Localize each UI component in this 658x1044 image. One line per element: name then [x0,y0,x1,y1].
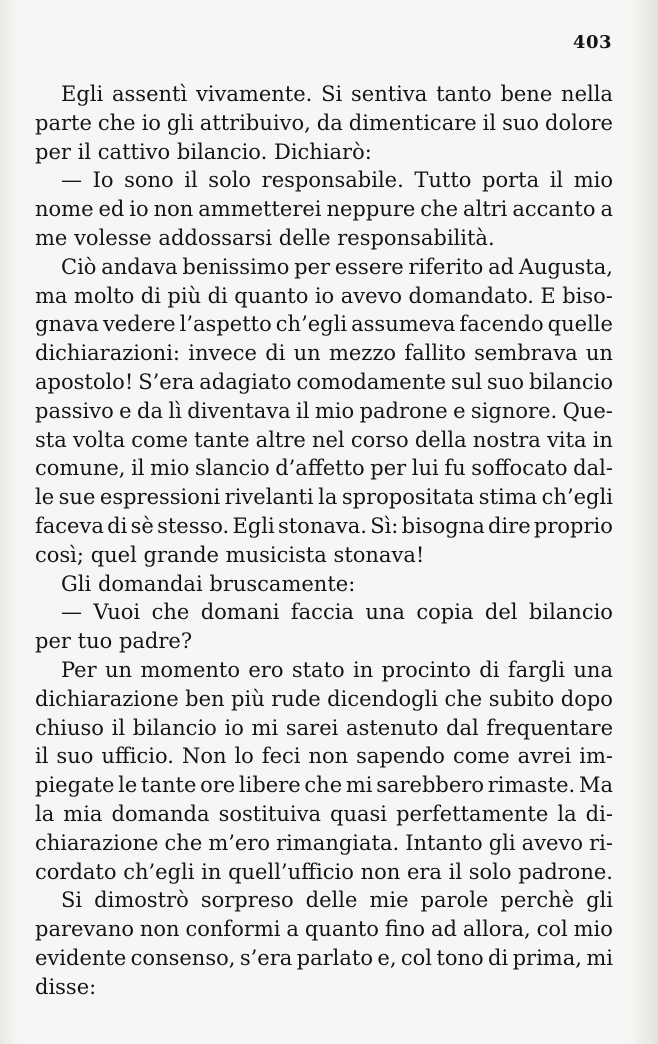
text-line: Ciò andava benissimo per essere riferito ad Augusta, [61,254,613,279]
text-line: sta volta come tante altre nel corso della nostra vita in [35,427,613,452]
text-line: faceva di sè stesso. Egli stonava. Sì: bisogna dire proprio [35,513,613,538]
text-line: Si dimostrò sorpreso delle mie parole perchè gli [61,888,613,913]
page-number: 403 [572,32,612,53]
text-line: dichiarazioni: invece di un mezzo fallito sembrava un [35,341,613,366]
text-line: Egli assentì vivamente. Si sentiva tanto bene nella [61,82,613,106]
text-line: cordato ch’egli in quell’ufficio non era il solo padrone. [35,859,613,884]
text-line: chiarazione che m’ero rimangiata. Intanto gli avevo ri- [35,830,613,855]
text-line: nome ed io non ammetterei neppure che altri accanto a [35,197,613,222]
text-line: per il cattivo bilancio. Dichiarò: [35,139,372,164]
text-line: comune, il mio slancio d’affetto per lui fu soffocato dal- [35,456,613,481]
text-line: il suo ufficio. Non lo feci non sapendo come avrei im- [35,744,613,769]
text-line: Gli domandai bruscamente: [61,571,356,596]
body-text [35,80,613,1002]
text-line: parevano non conformi a quanto fino ad allora, col mio [35,917,613,942]
text-line: piegate le tante ore libere che mi sarebbero rimaste. Ma [35,773,613,798]
text-line: Per un momento ero stato in procinto di fargli una [61,657,613,682]
text-line: disse: [35,974,97,999]
text-line: così; quel grande musicista stonava! [35,542,425,567]
text-line: parte che io gli attribuivo, da dimenticare il suo dolore [35,110,613,135]
text-line: me volesse addossarsi delle responsabilità. [35,225,495,250]
text-line: — Vuoi che domani faccia una copia del bilancio [61,600,613,625]
text-line: passivo e da lì diventava il mio padrone e signore. Que- [35,398,613,423]
text-line: per tuo padre? [35,629,193,654]
text-line: le sue espressioni rivelanti la spropositata stima ch’egli [35,485,613,510]
text-line: — Io sono il solo responsabile. Tutto porta il mio [61,168,613,193]
text-line: chiuso il bilancio io mi sarei astenuto dal frequentare [35,715,613,740]
text-line: la mia domanda sostituiva quasi perfettamente la di- [35,801,613,826]
text-line: dichiarazione ben più rude dicendogli che subito dopo [35,686,613,711]
text-line: gnava vedere l’aspetto ch’egli assumeva facendo quelle [35,312,613,337]
text-line: ma molto di più di quanto io avevo domandato. E biso- [35,283,613,308]
text-line: apostolo! S’era adagiato comodamente sul suo bilancio [35,369,613,394]
text-line: evidente consenso, s’era parlato e, col tono di prima, mi [35,945,613,970]
